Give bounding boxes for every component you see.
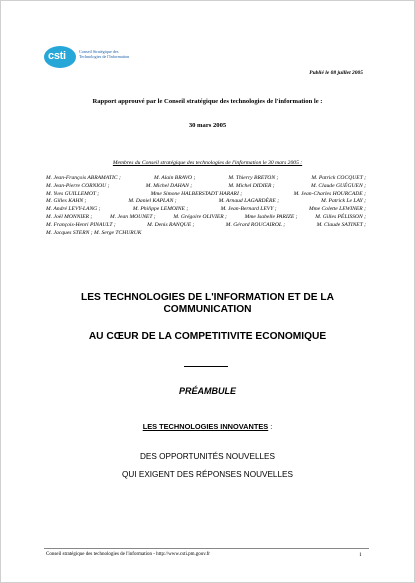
member-name: M. Jean MOUNET ; (110, 213, 156, 220)
member-name: Mme Simone HALBERSTADT HARARI ; (150, 190, 243, 197)
member-name: Mme Isabelle PARIZE ; (244, 213, 298, 220)
techno-heading (0, 422, 415, 431)
techno-suffix: : (268, 422, 273, 431)
logo-subtitle-line1: Conseil Stratégique des (79, 49, 119, 54)
member-name: M. Denis RANQUE ; (147, 221, 195, 228)
member-name: M. Patrick Le LAY ; (321, 198, 366, 205)
title-line1: LES TECHNOLOGIES DE L'INFORMATION ET DE LA (81, 292, 334, 303)
preamble-heading: PRÉAMBULE (178, 386, 236, 396)
title-line3: AU CŒUR DE LA COMPETITIVITE ECONOMIQUE (88, 331, 327, 342)
member-name: M. Claude GUÉGUEN ; (310, 182, 366, 189)
member-name: M. Jean-Charles HOURCADE ; (293, 190, 366, 197)
logo-text: csti (48, 50, 66, 62)
member-name: M. Grégoire OLIVIER ; (173, 213, 227, 220)
member-name: M. Arnaud LAGARDÈRE ; (218, 198, 280, 205)
member-name: M. Alain BRAVO ; (153, 175, 196, 181)
members-row (46, 206, 366, 214)
members-row (46, 191, 366, 199)
member-name: M. Michel DAHAN ; (145, 182, 193, 189)
opportunities-line1: DES OPPORTUNITÉS NOUVELLES (140, 452, 275, 461)
member-name: M. Philippe LEMOINE ; (132, 206, 189, 213)
members-list (46, 175, 366, 237)
logo-subtitle-line2: Technologies de l'Information (79, 53, 130, 59)
member-name: M. Thierry BRETON ; (228, 175, 279, 181)
members-row (46, 214, 366, 222)
members-row (46, 175, 366, 183)
member-name: M. Claude SATINET ; (316, 221, 366, 228)
members-row (46, 198, 366, 206)
member-name: M. Joël MONNIER ; (46, 213, 93, 220)
member-name: M. Patrick COCQUET ; (311, 175, 366, 181)
csti-logo (44, 46, 130, 68)
logo-subtitle (79, 50, 129, 60)
member-name: M. Daniel KAPLAN ; (128, 198, 177, 205)
member-name: M. François-Henri PINAULT ; (46, 221, 116, 228)
member-name: M. Michel DIDIER ; (228, 182, 275, 189)
publication-date: Publié le 08 juillet 2005 (309, 70, 363, 76)
member-name: M. Jean-Pierre CORNIOU ; (46, 182, 110, 189)
opportunities-line2: QUI EXIGENT DES RÉPONSES NOUVELLES (122, 470, 293, 479)
member-name: M. Gilles PÉLISSON ; (315, 213, 366, 220)
rapport-line2: 30 mars 2005 (188, 122, 227, 129)
member-name: M. Gilles KAHN ; (46, 198, 87, 205)
member-name: M. Gérard ROUCAIROL ; (225, 221, 286, 228)
member-name: Mme Colette LEWINER ; (308, 206, 366, 213)
footer-text: Conseil stratégique des technologies de l'information - http://www.csti.pm.gouv.fr (46, 552, 210, 557)
member-name: M. Jean-Bernard LEVY ; (220, 206, 277, 213)
techno-label: LES TECHNOLOGIES INNOVANTES (142, 422, 269, 431)
member-name: M. Yves GUILLEMOT ; (46, 190, 100, 197)
members-row (46, 230, 366, 238)
rapport-line1: Rapport approuvé par le Conseil stratégique des technologies de l'information le : (92, 98, 323, 105)
member-name: M. Jacques STERN ; M. Serge TCHURUK (46, 229, 142, 236)
footer-rule (44, 548, 369, 549)
title-line2: COMMUNICATION (163, 304, 252, 315)
separator-rule (184, 366, 228, 367)
members-title: Membres du Conseil stratégique des technologies de l'information le 30 mars 2005 : (112, 160, 303, 166)
page-number: 1 (359, 552, 362, 558)
member-name: M. Jean-François ABRAMATIC ; (46, 175, 121, 181)
member-name: M. André LEVY-LANG ; (46, 206, 101, 213)
members-row (46, 222, 366, 230)
members-row (46, 183, 366, 191)
